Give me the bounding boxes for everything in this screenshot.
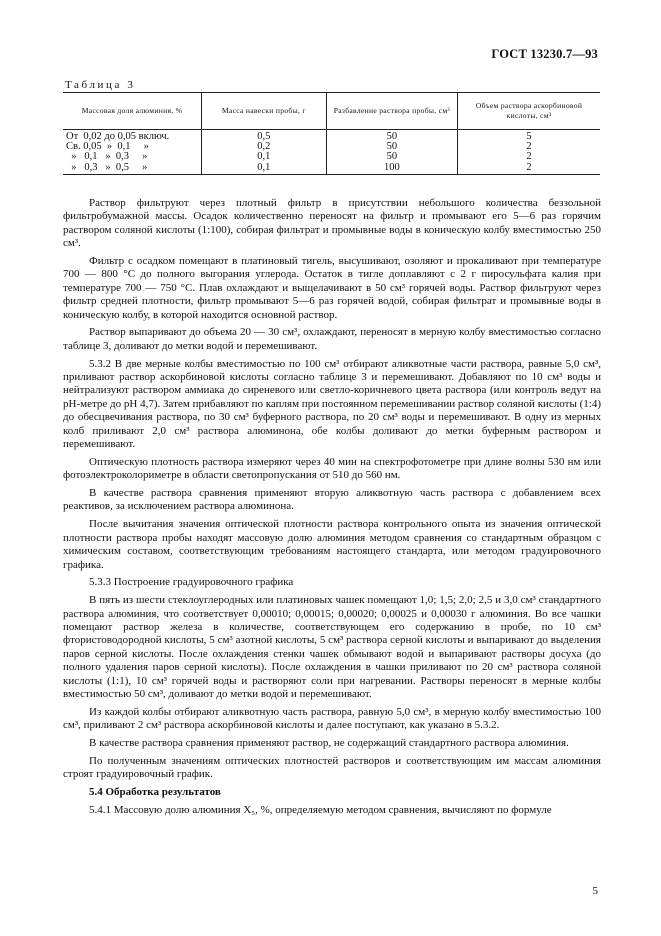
paragraph-aliquot: Из каждой колбы отбирают аликвотную часть раствора, равную 5,0 см³, в мерную колбу вместимостью 100 см³, приливают 2 см³ раствора аскорбиновой кислоты и далее поступают, как указано в 5.3.2. bbox=[63, 705, 601, 732]
table-cell: » 0,3 » 0,5 » bbox=[63, 163, 202, 175]
table-cell: » 0,1 » 0,3 » bbox=[66, 151, 148, 163]
column-header-dilution: Разбавление раствора пробы, см³ bbox=[326, 93, 457, 130]
column-header-aluminium-fraction: Массовая доля алюминия, % bbox=[63, 93, 202, 130]
paragraph-5-4-1: 5.4.1 Массовую долю алюминия X₅, %, определяемую методом сравнения, вычисляют по формуле bbox=[89, 803, 552, 816]
table-cell: От 0,02 до 0,05 включ. bbox=[66, 131, 170, 142]
table-cell: 0,1 bbox=[202, 163, 327, 175]
standard-code-header: ГОСТ 13230.7—93 bbox=[491, 47, 598, 61]
paragraph-evaporation: Раствор выпаривают до объема 20 — 30 см³, охлаждают, переносят в мерную колбу вместимостью согласно таблице 3, доливают до метки водой и перемешивают. bbox=[63, 326, 601, 352]
table-cell: 2 bbox=[458, 152, 600, 162]
paragraph-calcination: Фильтр с осадком помещают в платиновый тигель, высушивают, озоляют и прокаливают при температуре 700 — 800 °С до полного выгорания углерода. Остаток в тигле доплавляют с 2 г пиросульфата калия при температуре 700 — 750 °С. Плав охлаждают и выщелачивают в 50 см³ горячей воды. Раствор фильтруют через фильтр средней плотности, фильтр промывают 5—6 раз горячей водой, собирая фильтрат и промывные воды в коническую колбу, в которой находится основной раствор. bbox=[63, 255, 601, 321]
table-cell: Св. 0,05 » 0,1 » bbox=[66, 141, 149, 153]
paragraph-calibration-graph: По полученным значениям оптических плотностей растворов и соответствующим им массам алюминия строят градуировочный график. bbox=[63, 754, 601, 781]
table-cell: 0,1 bbox=[202, 152, 327, 162]
table-cell: 50 bbox=[326, 152, 457, 162]
paragraph-reference-blank: В качестве раствора сравнения применяют раствор, не содержащий стандартного раствора алюминия. bbox=[89, 736, 569, 749]
paragraph-filtration: Раствор фильтруют через плотный фильтр в присутствии небольшого количества беззольной фильтробумажной массы. Осадок количественно переносят на фильтр и промывают его 5—6 раз горячим раствором соляной кислоты (1:100), собирая фильтрат и промывные воды в коническую колбу вместимостью 250 см³. bbox=[63, 197, 601, 250]
section-heading-5-3-3: 5.3.3 Построение градуировочного графика bbox=[89, 576, 294, 589]
table-cell: 50 bbox=[326, 130, 457, 143]
paragraph-reference-solution: В качестве раствора сравнения применяют вторую аликвотную часть раствора с добавлением всех реактивов, за исключением раствора алюминона. bbox=[63, 487, 601, 513]
table-row bbox=[63, 163, 600, 175]
table-cell: 0,5 bbox=[202, 130, 327, 143]
table-cell: 5 bbox=[458, 130, 600, 143]
paragraph-5-3-2: 5.3.2 В две мерные колбы вместимостью по 100 см³ отбирают аликвотные части раствора, равные 5,0 см³, приливают раствор аскорбиновой кислоты согласно таблице 3 и перемешивают. Добавляют по 10 см³ воды и нейтрализуют раствором аммиака до сиреневого или светло-коричневого цвета раствора (или контроль ведут на рН-метре до рН 4,7). Затем прибавляют по каплям при постоянном перемешивании раствор соляной кислоты (1:4) до обесцвечивания раствора, по 30 см³ буферного раствора, по 20 см³ воды и перемешивают. В одну из мерных колб приливают 2,0 см³ раствора алюминона, обе колбы доливают до метки буферным раствором и перемешивают. bbox=[63, 357, 601, 451]
table-cell: 2 bbox=[458, 142, 600, 152]
paragraph-optical-density: Оптическую плотность раствора измеряют через 40 мин на спектрофотометре при длине волны 530 нм или фотоэлектроколориметре в области светопропускания от 510 до 560 нм. bbox=[63, 455, 601, 482]
table-caption: Таблица 3 bbox=[65, 79, 136, 91]
table-cell: 2 bbox=[458, 163, 600, 175]
column-header-sample-mass: Масса навески пробы, г bbox=[202, 93, 327, 130]
table-cell: 100 bbox=[326, 163, 457, 175]
section-heading-5-4: 5.4 Обработка результатов bbox=[89, 785, 221, 798]
table-header-row bbox=[63, 93, 600, 130]
table-3 bbox=[63, 92, 600, 175]
column-header-ascorbic-acid-volume: Объем раствора аскорбиновой кислоты, см³ bbox=[458, 93, 600, 130]
table-cell: 0,2 bbox=[202, 142, 327, 152]
paragraph-calibration-cups: В пять из шести стеклоуглеродных или платиновых чашек помещают 1,0; 1,5; 2,0; 2,5 и 3,0 см³ стандартного раствора алюминия, что соответствует 0,00010; 0,00015; 0,00020; 0,00025 и 0,00030 г алюминия. Во все чашки помещают раствор железа в количестве, соответствующем его содержанию в пробе, по 10 см³ фтористоводородной кислоты, 5 см³ азотной кислоты, 5 см³ раствора серной кислоты и выпаривают до выделения паров серной кислоты. После охлаждения стенки чашек обмывают водой и выпаривают растворы досуха (до полного удаления паров серной кислоты). После охлаждения в чашки приливают по 20 см³ раствора соляной кислоты (1:1), 10 см³ горячей воды и растворяют соли при нагревании. Растворы переносят в мерные колбы вместимостью 50 см³, доливают до метки водой и перемешивают. bbox=[63, 594, 601, 700]
table-cell: 50 bbox=[326, 142, 457, 152]
paragraph-subtraction: После вычитания значения оптической плотности раствора контрольного опыта из значения оптической плотности раствора пробы находят массовую долю алюминия методом сравнения со стандартным образцом с химическим составом, соответствующим требованиям настоящего стандарта, или методом градуировочного графика. bbox=[63, 518, 601, 571]
page-number: 5 bbox=[592, 885, 598, 897]
document-body bbox=[63, 197, 601, 822]
